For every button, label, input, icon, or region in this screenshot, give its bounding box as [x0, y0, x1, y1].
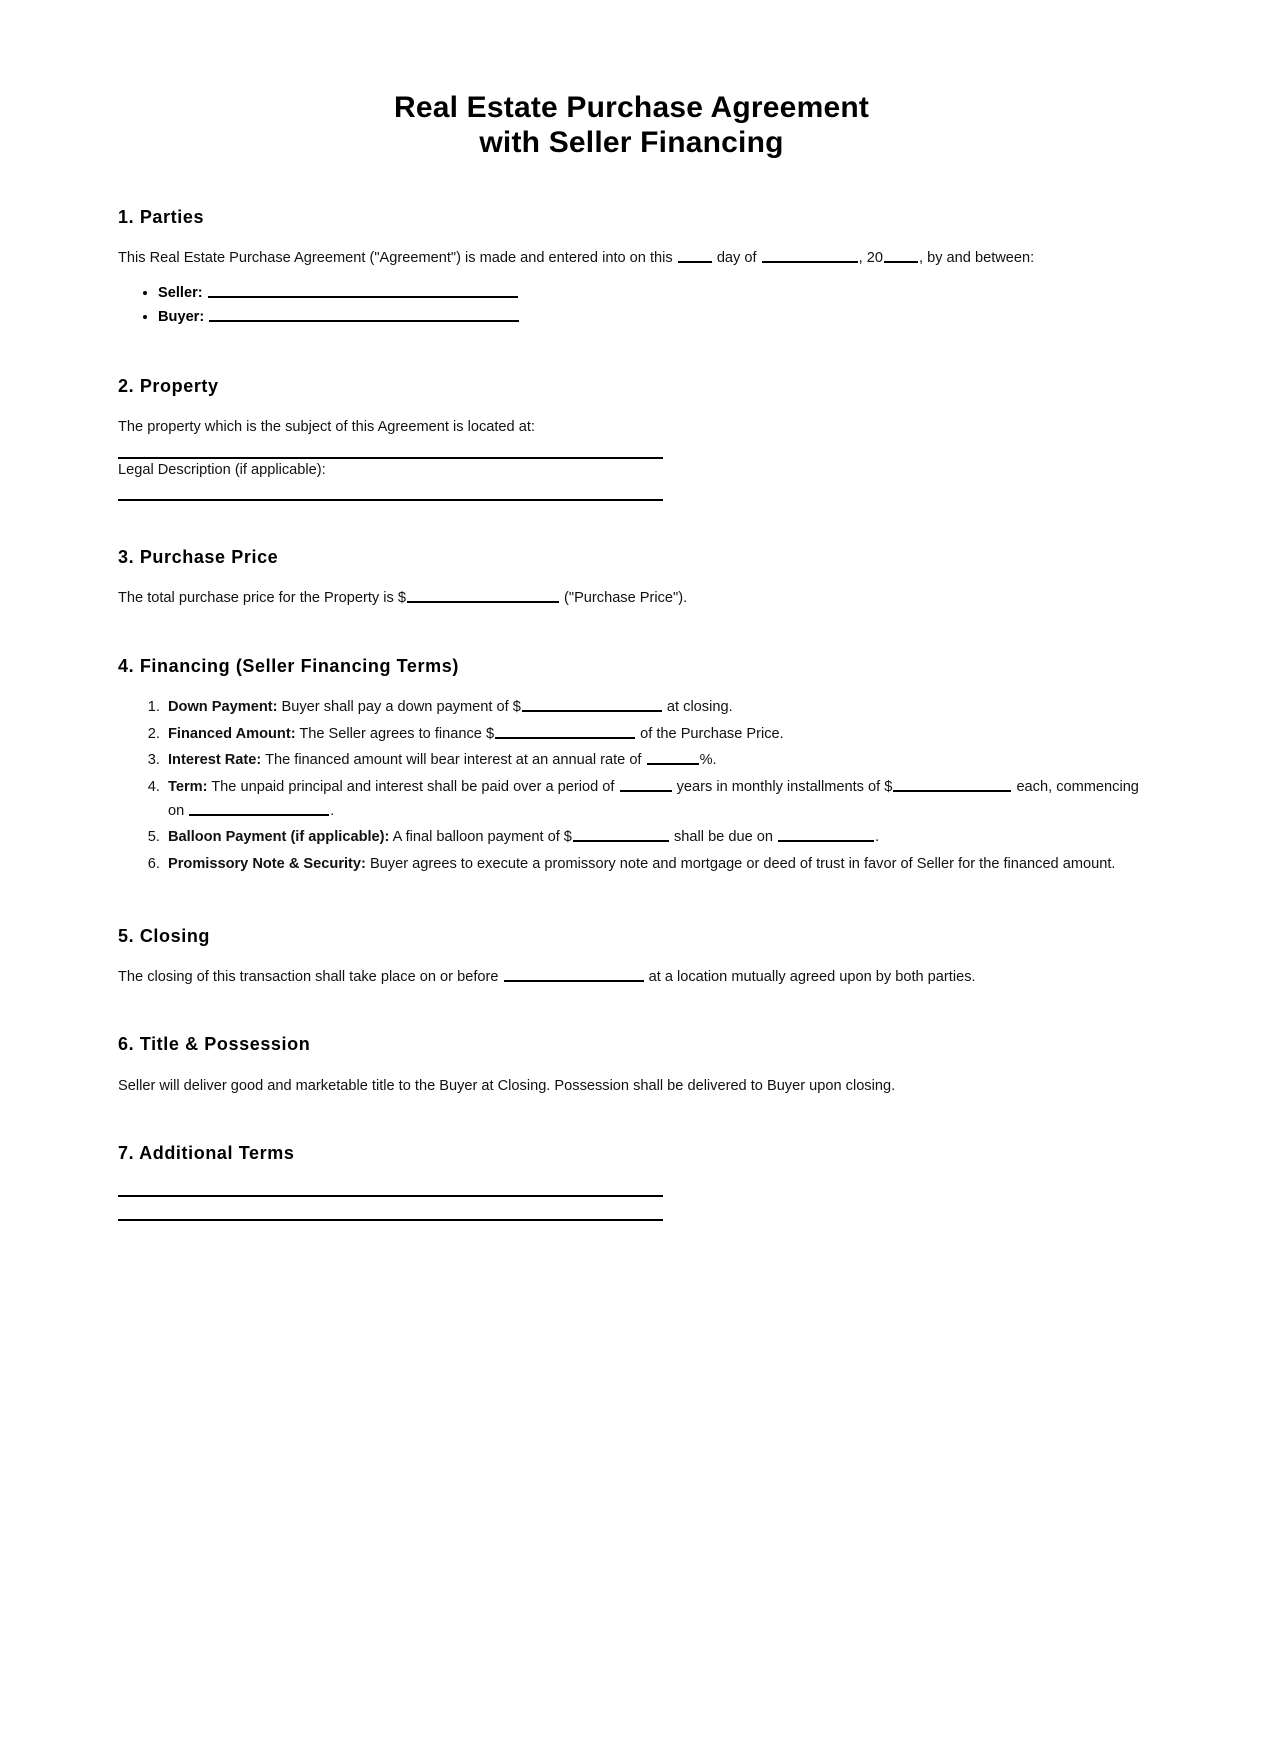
seller-name-blank[interactable] — [208, 282, 518, 297]
financing-list — [118, 696, 1145, 876]
financed-amount-label: Financed Amount: — [168, 725, 296, 742]
balloon-payment-text-b: shall be due on — [674, 829, 773, 846]
term-text-a: The unpaid principal and interest shall be paid over a period of — [211, 779, 615, 796]
down-payment-blank[interactable] — [522, 697, 662, 712]
heading-property: 2. Property — [118, 375, 219, 396]
section-parties — [118, 207, 1145, 328]
list-item-seller — [158, 282, 1145, 304]
spacer — [118, 677, 1145, 696]
term-label: Term: — [168, 779, 208, 796]
month-blank[interactable] — [762, 248, 858, 263]
parties-intro-text-b: day of — [716, 250, 757, 267]
heading-title-possession: 6. Title & Possession — [118, 1034, 311, 1055]
term-text-b: years in monthly installments of $ — [676, 779, 893, 796]
title-line-2: with Seller Financing — [479, 126, 784, 160]
heading-financing: 4. Financing (Seller Financing Terms) — [118, 655, 459, 676]
heading-additional-terms: 7. Additional Terms — [118, 1143, 295, 1164]
buyer-name-blank[interactable] — [209, 306, 519, 321]
seller-label: Seller: — [158, 284, 203, 301]
section-property — [118, 376, 1145, 501]
purchase-price-text-b: ("Purchase Price"). — [564, 590, 688, 607]
list-item-promissory-note — [164, 853, 1145, 877]
list-item-balloon-payment — [164, 826, 1145, 850]
closing-date-blank[interactable] — [504, 967, 644, 982]
spacer — [118, 610, 1145, 656]
balloon-amount-blank[interactable] — [573, 827, 669, 842]
term-installment-blank[interactable] — [893, 777, 1011, 792]
financed-amount-text-a: The Seller agrees to finance $ — [299, 725, 495, 742]
section-title-possession — [118, 1034, 1145, 1097]
legal-description-label: Legal Description (if applicable): — [118, 461, 326, 478]
interest-rate-text-b: %. — [699, 752, 717, 769]
spacer — [118, 501, 1145, 547]
spacer — [118, 228, 1145, 247]
closing-paragraph — [118, 966, 1145, 988]
spacer — [118, 161, 1145, 207]
spacer — [118, 1197, 1145, 1219]
balloon-due-date-blank[interactable] — [778, 827, 874, 842]
title-possession-paragraph: Seller will deliver good and marketable title to the Buyer at Closing. Possession shall be delivered to Buyer upon closing. — [118, 1078, 896, 1095]
term-years-blank[interactable] — [620, 777, 672, 792]
spacer — [118, 1097, 1145, 1143]
spacer — [118, 988, 1145, 1034]
list-item-interest-rate — [164, 749, 1145, 773]
spacer — [118, 330, 1145, 376]
additional-terms-rule-2[interactable] — [118, 1219, 663, 1221]
section-additional-terms — [118, 1143, 1145, 1221]
term-commencing-blank[interactable] — [189, 800, 329, 815]
spacer — [118, 1165, 1145, 1195]
promissory-note-label: Promissory Note & Security: — [168, 856, 366, 873]
down-payment-label: Down Payment: — [168, 699, 278, 716]
balloon-payment-text-a: A final balloon payment of $ — [392, 829, 572, 846]
purchase-price-text-a: The total purchase price for the Property is $ — [118, 590, 406, 607]
heading-closing: 5. Closing — [118, 925, 211, 946]
day-blank[interactable] — [678, 248, 712, 263]
buyer-label: Buyer: — [158, 308, 205, 325]
spacer — [118, 880, 1145, 926]
down-payment-text-a: Buyer shall pay a down payment of $ — [281, 699, 521, 716]
down-payment-text-b: at closing. — [666, 699, 733, 716]
term-text-c: each, commencing on — [168, 779, 1139, 819]
list-item-down-payment — [164, 696, 1145, 720]
closing-text-a: The closing of this transaction shall take place on or before — [118, 969, 499, 986]
parties-list — [118, 282, 1145, 328]
parties-intro-text-c: , 20 — [858, 250, 883, 267]
section-closing — [118, 926, 1145, 989]
purchase-price-paragraph — [118, 587, 1145, 609]
interest-rate-label: Interest Rate: — [168, 752, 262, 769]
year-blank[interactable] — [884, 248, 918, 263]
spacer — [118, 397, 1145, 416]
spacer — [118, 947, 1145, 966]
list-item-term — [164, 776, 1145, 823]
closing-text-b: at a location mutually agreed upon by both parties. — [648, 969, 976, 986]
heading-purchase-price: 3. Purchase Price — [118, 546, 279, 567]
property-intro: The property which is the subject of this Agreement is located at: — [118, 419, 535, 436]
list-item-buyer — [158, 306, 1145, 328]
parties-intro-text-a: This Real Estate Purchase Agreement ("Agreement") is made and entered into on this — [118, 250, 673, 267]
term-text-d: . — [330, 802, 335, 819]
list-item-financed-amount — [164, 723, 1145, 747]
spacer — [118, 481, 1145, 501]
heading-parties: 1. Parties — [118, 206, 205, 227]
financed-amount-blank[interactable] — [495, 723, 635, 738]
balloon-payment-label: Balloon Payment (if applicable): — [168, 829, 390, 846]
spacer — [118, 270, 1145, 282]
spacer — [118, 1056, 1145, 1075]
parties-intro-text-d: , by and between: — [918, 250, 1035, 267]
promissory-note-text: Buyer agrees to execute a promissory note and mortgage or deed of trust in favor of Seller for the financed amount. — [369, 856, 1116, 873]
interest-rate-text-a: The financed amount will bear interest at an annual rate of — [265, 752, 642, 769]
section-financing — [118, 656, 1145, 877]
financed-amount-text-b: of the Purchase Price. — [640, 725, 784, 742]
interest-rate-blank[interactable] — [647, 750, 699, 765]
balloon-payment-text-c: . — [875, 829, 880, 846]
parties-intro-paragraph — [118, 247, 1145, 269]
page-title — [118, 72, 1145, 161]
spacer — [118, 439, 1145, 459]
section-purchase-price — [118, 547, 1145, 610]
spacer — [118, 568, 1145, 587]
title-line-1: Real Estate Purchase Agreement — [393, 91, 870, 124]
purchase-price-blank[interactable] — [407, 588, 559, 603]
